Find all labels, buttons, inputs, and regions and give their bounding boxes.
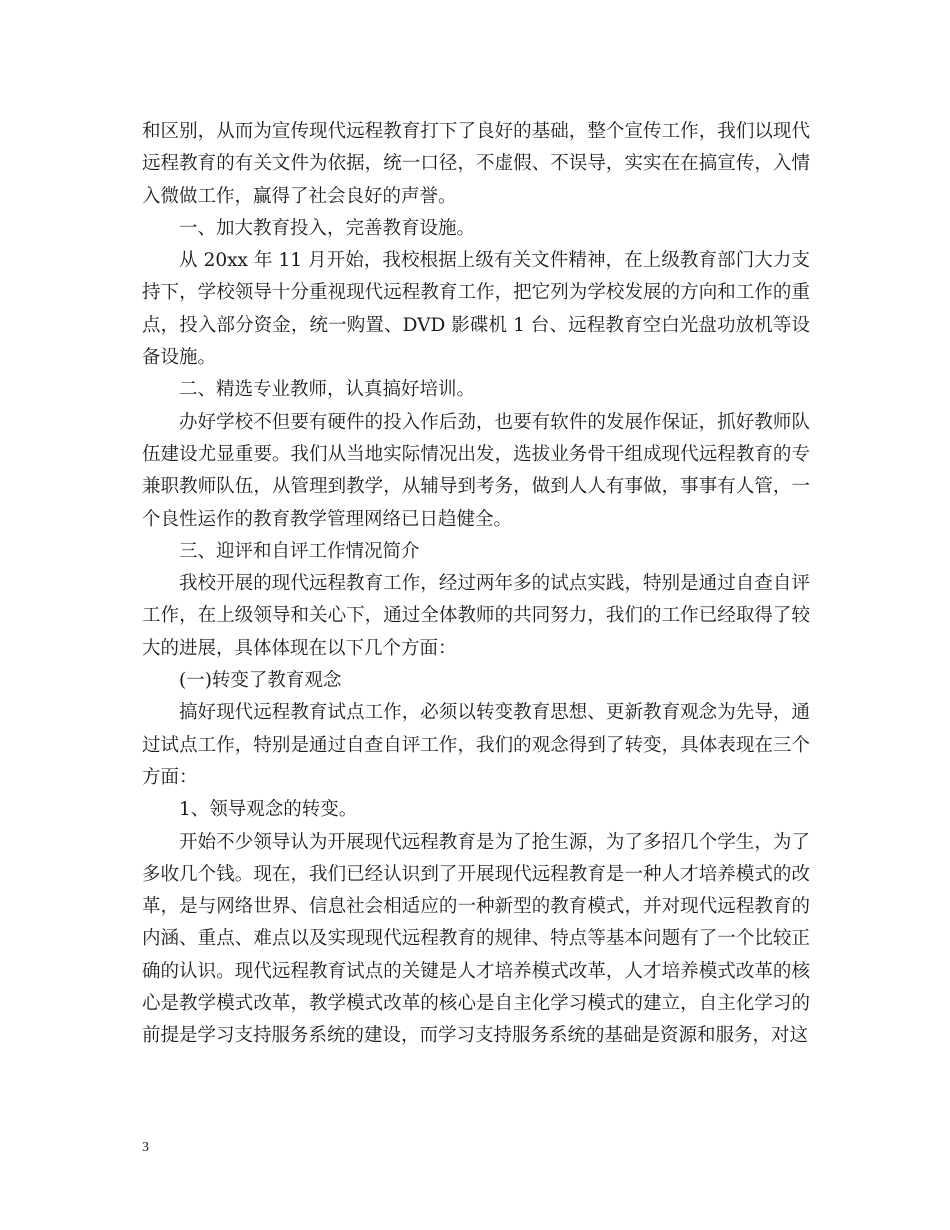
- paragraph: 从 20xx 年 11 月开始，我校根据上级有关文件精神，在上级教育部门大力支持下，学校领导十分重视现代远程教育工作，把它列为学校发展的方向和工作的重点，投入部分资金，统一购置、DVD 影碟机 1 台、远程教育空白光盘功放机等设备设施。: [142, 250, 810, 369]
- paragraph: 开始不少领导认为开展现代远程教育是为了抢生源，为了多招几个学生，为了多收几个钱。现在，我们已经认识到了开展现代远程教育是一种人才培养模式的改革，是与网络世界、信息社会相适应的一种新型的教育模式，并对现代远程教育的内涵、重点、难点以及实现现代远程教育的规律、特点等基本问题有了一个比较正确的认识。现代远程教育试点的关键是人才培养模式改革，人才培养模式改革的核心是教学模式改革，教学模式改革的核心是自主化学习模式的建立，自主化学习的前提是学习支持服务系统的建设，而学习支持服务系统的基础是资源和服务，对这: [142, 831, 810, 1047]
- document-body: [142, 116, 810, 1053]
- section-heading-1: 一、加大教育投入，完善教育设施。: [179, 217, 476, 239]
- section-heading-2: 二、精选专业教师，认真搞好培训。: [179, 379, 476, 401]
- paragraph-continued: 和区别，从而为宣传现代远程教育打下了良好的基础，整个宣传工作，我们以现代远程教育的有关文件为依据，统一口径，不虚假、不误导，实实在在搞宣传，入情入微做工作，赢得了社会良好的声誉。: [142, 121, 810, 207]
- subsection-heading: (一)转变了教育观念: [179, 670, 342, 692]
- paragraph: 搞好现代远程教育试点工作，必须以转变教育思想、更新教育观念为先导，通过试点工作，特别是通过自查自评工作，我们的观念得到了转变，具体表现在三个方面：: [142, 702, 810, 788]
- subsection-item-heading: 1、领导观念的转变。: [179, 799, 358, 821]
- page-number: 3: [142, 1140, 149, 1155]
- paragraph: 我校开展的现代远程教育工作，经过两年多的试点实践，特别是通过自查自评工作，在上级领导和关心下，通过全体教师的共同努力，我们的工作已经取得了较大的进展，具体体现在以下几个方面：: [142, 573, 810, 659]
- section-heading-3: 三、迎评和自评工作情况简介: [179, 540, 420, 562]
- paragraph: 办好学校不但要有硬件的投入作后劲，也要有软件的发展作保证，抓好教师队伍建设尤显重要。我们从当地实际情况出发，选拔业务骨干组成现代远程教育的专兼职教师队伍，从管理到教学，从辅导到考务，做到人人有事做，事事有人管，一个良性运作的教育教学管理网络已日趋健全。: [142, 411, 810, 530]
